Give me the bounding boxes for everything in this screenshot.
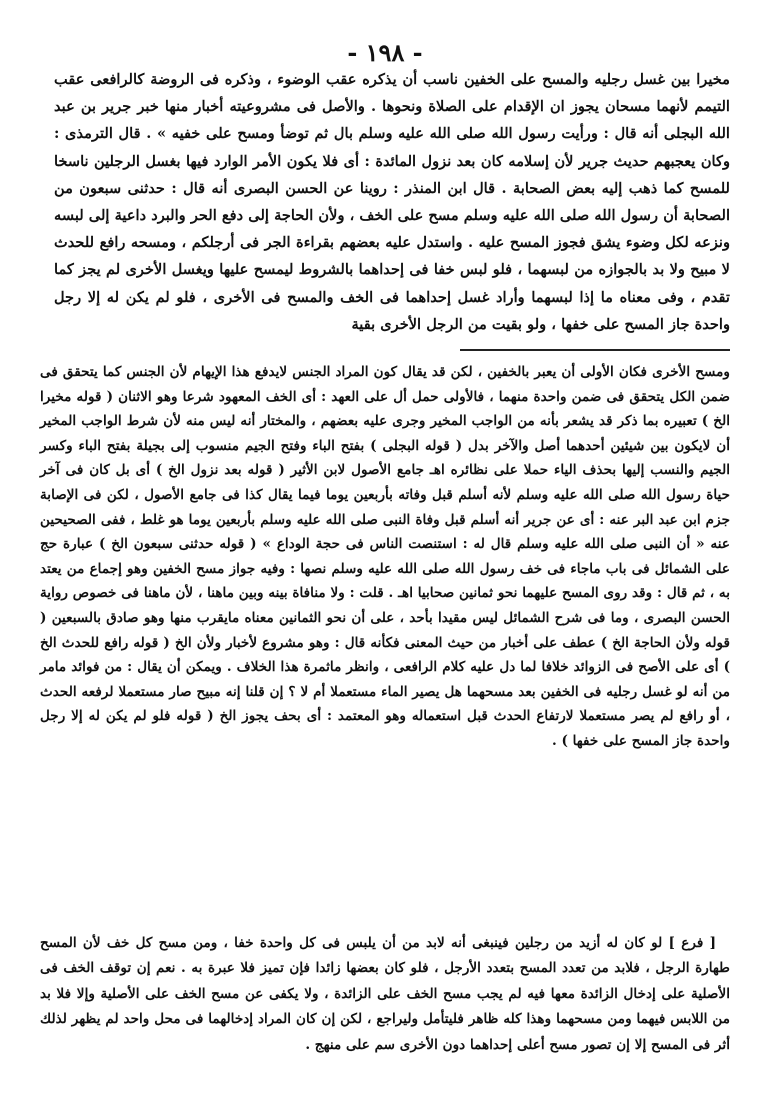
main-paragraph: مخيرا بين غسل رجليه والمسح على الخفين ناسب أن يذكره عقب الوضوء ، وذكره فى الروضة كالرافعى عقب التيمم لأنهما مسحان يجوز ان الإقدام على الصلاة ونحوها . والأصل فى مشروعيته أخبار منها خبر جرير بن عبد الله البجلى أنه قال : ورأيت رسول الله صلى الله عليه وسلم بال ثم توضأ ومسح على خفيه » . قال الترمذى : وكان يعجبهم حديث جرير لأن إسلامه كان بعد نزول المائدة : أى فلا يكون الأمر الوارد فيها بغسل الرجلين ناسخا للمسح كما ذهب إليه بعض الصحابة . قال ابن المنذر : روينا عن الحسن البصرى أنه قال : حدثنى سبعون من الصحابة أن رسول الله صلى الله عليه وسلم مسح على الخف ، ولأن الحاجة إلى دفع الحر والبرد داعية إلى لبسه ونزعه لكل وضوء يشق فجوز المسح عليه . واستدل عليه بعضهم بقراءة الجر فى أرجلكم ، ومسحه رافع للحدث لا مبيح ولا بد بالجوازه من لبسهما ، فلو لبس خفا فى إحداهما بالشروط ليمسح عليها ويغسل الأخرى لم يجز كما تقدم ، وفى معناه ما إذا لبسهما وأراد غسل إحداهما فى الخف والمسح فى الأخرى ، فلو لم يكن له إلا رجل واحدة جاز المسح على خفها ، ولو بقيت من الرجل الأخرى بقية [54,71,730,333]
far-block [40,931,730,1058]
commentary-paragraph: ومسح الأخرى فكان الأولى أن يعبر بالخفين ، لكن قد يقال كون المراد الجنس لايدفع هذا الإيهام لأن الجنس كما يتحقق فى ضمن الكل يتحقق فى ضمن واحدة منهما ، فالأولى حمل أل على العهد : أى الخف المعهود شرعا وهو الاثنان ( قوله مخيرا الخ ) تعبيره بما ذكر قد يشعر بأنه من الواجب المخير وجرى عليه بعضهم ، والمختار أنه ليس منه لأن شرط الواجب المخير أن لايكون بين شيئين أحدهما أصل والآخر بدل ( قوله البجلى ) بفتح الباء وفتح الجيم منسوب إلى بجيلة بفتح الباء وكسر الجيم والنسب إليها بحذف الياء حملا على نظائره اهـ جامع الأصول لابن الأثير ( قوله بعد نزول الخ ) أى بل كان فى آخر حياة رسول الله صلى الله عليه وسلم لأنه أسلم قبل وفاته بأربعين يوما فيما يقال كذا فى جامع الأصول ، لكن فى الإصابة جزم ابن عبد البر عنه : أى عن جرير أنه أسلم قبل وفاة النبى صلى الله عليه وسلم بأربعين يوما هو غلط ، ففى الصحيحين عنه « أن النبى صلى الله عليه وسلم قال له : استنصت الناس فى حجة الوداع » ( قوله حدثنى سبعون الخ ) عبارة حج على الشمائل فى باب ماجاء فى خف رسول الله صلى الله عليه وسلم نصها : وفيه جواز مسح الخفين وهو إجماع من يعتد به ، ثم قال : وقد روى المسح عليهما نحو ثمانين صحابيا اهـ . قلت : ولا منافاة بينه وبين ماهنا ، لأن ماهنا فى خصوص رواية الحسن البصرى ، وما فى شرح الشمائل ليس مقيدا بأحد ، على أن نحو الثمانين معناه مايقرب منها وهو صادق بالسبعين ( قوله ولأن الحاجة الخ ) عطف على أخبار من حيث المعنى فكأنه قال : وهو مشروع لأخبار ولأن الخ ( قوله رافع للحدث الخ ) أى على الأصح فى الزوائد خلافا لما دل عليه كلام الرافعى ، وانظر ماثمرة هذا الخلاف . ويمكن أن يقال : من فوائد مامر من أنه لو غسل رجليه فى الخفين بعد مسحهما هل يصير الماء مستعملا أم لا ؟ إن قلنا إنه مبيح صار مستعملا لرفعه الحدث ، أو رافع لم يصر مستعملا لارتفاع الحدث قبل استعماله وهو المعتمد : أى بحف يجوز الخ ( قوله فلو لم يكن له إلا رجل واحدة جاز المسح على خفها ) . [40,364,730,749]
far-paragraph: [ فرع ] لو كان له أزيد من رجلين فينبغى أنه لابد من أن يلبس فى كل واحدة خفا ، ومن مسح كل خف لأن المسح طهارة الرجل ، فلابد من تعدد المسح بتعدد الأرجل ، فلو كان بعضها زائدا فإن تميز فلا عبرة به . نعم إن توقف الخف فى الأصلية على إدخال الزائدة معها فيه لم يجب مسح الخف على الزائدة ، ولا يكفى عن مسح الخف على الأصلية وإلا فلا بد من اللابس فيهما ومن مسحهما وهذا كله ظاهر فليتأمل وليراجع ، لكن إن كان المراد إدخالهما فى محل واحد لم يظهر لذلك أثر فى المسح إلا إن تصور مسح أعلى إحداهما دون الأخرى سم على منهج . [40,935,730,1053]
commentary-block [40,360,730,754]
footnote-separator [460,349,730,351]
main-text-block [54,66,730,338]
page-number: - ١٩٨ - [347,38,423,67]
